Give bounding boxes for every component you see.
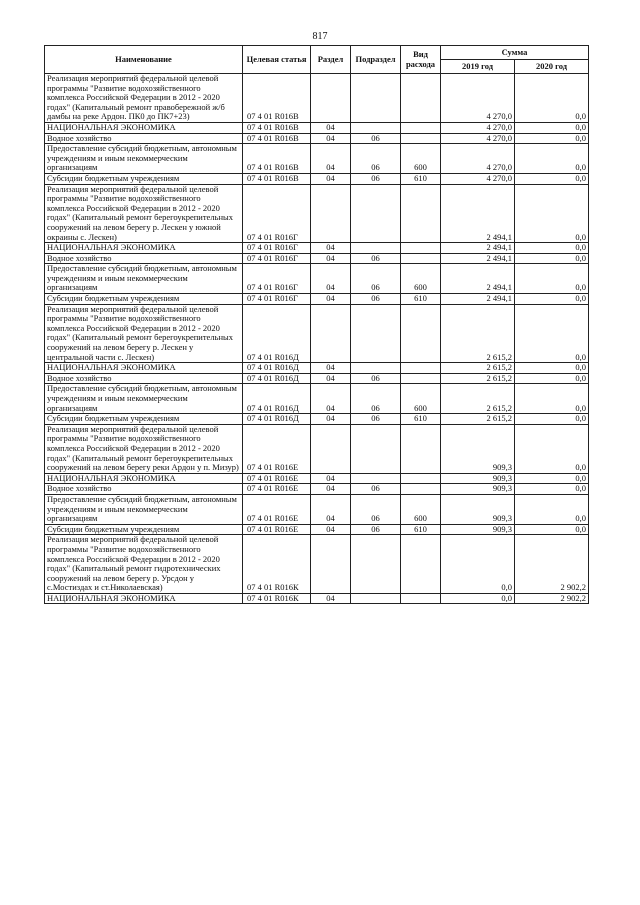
row-sum-2019: 4 270,0 (441, 122, 515, 133)
row-sum-2019: 4 270,0 (441, 173, 515, 184)
row-target-code: 07 4 01 R016Е (243, 424, 311, 473)
header-row (45, 46, 589, 60)
row-subsection: 06 (351, 494, 401, 524)
row-section (311, 535, 351, 594)
table-row (45, 524, 589, 535)
row-subsection: 06 (351, 414, 401, 425)
row-target-code: 07 4 01 R016Д (243, 304, 311, 363)
row-sum-2019: 2 494,1 (441, 294, 515, 305)
row-section: 04 (311, 294, 351, 305)
header-expense: Вид расхода (401, 46, 441, 74)
row-subsection: 06 (351, 173, 401, 184)
table-row (45, 264, 589, 294)
row-subsection (351, 535, 401, 594)
row-name: НАЦИОНАЛЬНАЯ ЭКОНОМИКА (45, 363, 243, 374)
row-name: Реализация мероприятий федеральной целевой программы "Развитие водохозяйственного комплекса Российской Федерации в 2012 - 2020 годах" (Капитальный ремонт берегоукрепительных сооружений на левом берегу реки Ардон у п. Мизур) (45, 424, 243, 473)
row-expense (401, 593, 441, 604)
row-target-code: 07 4 01 R016В (243, 144, 311, 174)
row-sum-2020: 0,0 (515, 363, 589, 374)
row-sum-2019: 2 494,1 (441, 253, 515, 264)
table-row (45, 133, 589, 144)
row-sum-2020: 0,0 (515, 384, 589, 414)
table-row (45, 243, 589, 254)
row-name: НАЦИОНАЛЬНАЯ ЭКОНОМИКА (45, 122, 243, 133)
row-sum-2019: 2 615,2 (441, 384, 515, 414)
row-name: Водное хозяйство (45, 484, 243, 495)
row-section: 04 (311, 363, 351, 374)
row-subsection (351, 593, 401, 604)
row-sum-2020: 0,0 (515, 173, 589, 184)
row-sum-2019: 909,3 (441, 494, 515, 524)
row-name: Субсидии бюджетным учреждениям (45, 294, 243, 305)
row-expense (401, 253, 441, 264)
row-name: Предоставление субсидий бюджетным, автономным учреждениям и иным некоммерческим организациям (45, 384, 243, 414)
row-expense (401, 373, 441, 384)
row-target-code: 07 4 01 R016Д (243, 414, 311, 425)
row-section: 04 (311, 173, 351, 184)
row-target-code: 07 4 01 R016Д (243, 373, 311, 384)
row-sum-2020: 0,0 (515, 304, 589, 363)
row-target-code: 07 4 01 R016Е (243, 473, 311, 484)
row-section: 04 (311, 384, 351, 414)
row-name: НАЦИОНАЛЬНАЯ ЭКОНОМИКА (45, 593, 243, 604)
table-row (45, 593, 589, 604)
row-name: Водное хозяйство (45, 133, 243, 144)
table-row (45, 253, 589, 264)
row-expense: 600 (401, 384, 441, 414)
table-row (45, 535, 589, 594)
row-sum-2019: 909,3 (441, 524, 515, 535)
header-subsection: Подраздел (351, 46, 401, 74)
row-expense (401, 122, 441, 133)
row-section (311, 184, 351, 243)
row-subsection: 06 (351, 373, 401, 384)
row-sum-2019: 2 615,2 (441, 304, 515, 363)
table-row (45, 144, 589, 174)
row-sum-2020: 0,0 (515, 484, 589, 495)
row-sum-2020: 0,0 (515, 414, 589, 425)
row-section: 04 (311, 122, 351, 133)
row-target-code: 07 4 01 R016Г (243, 264, 311, 294)
table-row (45, 184, 589, 243)
row-section: 04 (311, 253, 351, 264)
table-row (45, 363, 589, 374)
table-row (45, 122, 589, 133)
row-expense: 610 (401, 173, 441, 184)
row-name: Водное хозяйство (45, 253, 243, 264)
row-section: 04 (311, 494, 351, 524)
row-expense: 610 (401, 524, 441, 535)
row-sum-2019: 0,0 (441, 535, 515, 594)
row-sum-2019: 2 615,2 (441, 414, 515, 425)
row-target-code: 07 4 01 R016В (243, 74, 311, 123)
table-row (45, 494, 589, 524)
row-sum-2019: 4 270,0 (441, 133, 515, 144)
row-sum-2020: 0,0 (515, 294, 589, 305)
row-sum-2020: 0,0 (515, 74, 589, 123)
row-sum-2020: 0,0 (515, 494, 589, 524)
table-row (45, 424, 589, 473)
row-sum-2020: 0,0 (515, 133, 589, 144)
table-row (45, 384, 589, 414)
row-sum-2020: 0,0 (515, 253, 589, 264)
row-name: Предоставление субсидий бюджетным, автономным учреждениям и иным некоммерческим организациям (45, 494, 243, 524)
row-subsection: 06 (351, 133, 401, 144)
row-expense (401, 243, 441, 254)
row-target-code: 07 4 01 R016Г (243, 243, 311, 254)
row-name: Субсидии бюджетным учреждениям (45, 414, 243, 425)
row-target-code: 07 4 01 R016Г (243, 184, 311, 243)
row-target-code: 07 4 01 R016Д (243, 363, 311, 374)
row-section: 04 (311, 133, 351, 144)
table-row (45, 173, 589, 184)
row-section: 04 (311, 473, 351, 484)
row-subsection (351, 243, 401, 254)
page-number: 817 (312, 31, 328, 42)
row-subsection (351, 424, 401, 473)
header-year-2020: 2020 год (515, 60, 589, 74)
row-subsection: 06 (351, 253, 401, 264)
row-subsection: 06 (351, 294, 401, 305)
row-name: Водное хозяйство (45, 373, 243, 384)
row-sum-2020: 0,0 (515, 264, 589, 294)
row-section: 04 (311, 484, 351, 495)
row-target-code: 07 4 01 R016Е (243, 524, 311, 535)
table-row (45, 373, 589, 384)
row-name: Реализация мероприятий федеральной целевой программы "Развитие водохозяйственного комплекса Российской Федерации в 2012 - 2020 годах" (Капитальный ремонт берегоукрепительных сооружений на левом берегу р. Лескен у центральной части с. Лескен) (45, 304, 243, 363)
row-expense: 610 (401, 414, 441, 425)
header-name: Наименование (45, 46, 243, 74)
row-subsection: 06 (351, 524, 401, 535)
row-expense (401, 74, 441, 123)
row-target-code: 07 4 01 R016Е (243, 494, 311, 524)
row-name: Субсидии бюджетным учреждениям (45, 524, 243, 535)
row-expense (401, 184, 441, 243)
row-sum-2019: 2 494,1 (441, 243, 515, 254)
row-sum-2019: 4 270,0 (441, 144, 515, 174)
row-target-code: 07 4 01 R016Д (243, 384, 311, 414)
row-sum-2020: 0,0 (515, 424, 589, 473)
row-expense (401, 304, 441, 363)
row-subsection (351, 304, 401, 363)
row-sum-2019: 2 494,1 (441, 264, 515, 294)
row-sum-2019: 909,3 (441, 473, 515, 484)
row-target-code: 07 4 01 R016В (243, 133, 311, 144)
row-expense: 600 (401, 144, 441, 174)
header-year-2019: 2019 год (441, 60, 515, 74)
row-sum-2020: 2 902,2 (515, 535, 589, 594)
row-target-code: 07 4 01 R016К (243, 593, 311, 604)
header-section: Раздел (311, 46, 351, 74)
row-subsection: 06 (351, 144, 401, 174)
row-expense: 600 (401, 264, 441, 294)
row-target-code: 07 4 01 R016К (243, 535, 311, 594)
row-sum-2020: 0,0 (515, 122, 589, 133)
row-sum-2019: 2 494,1 (441, 184, 515, 243)
row-subsection (351, 473, 401, 484)
row-sum-2020: 0,0 (515, 184, 589, 243)
row-expense (401, 424, 441, 473)
table-row (45, 294, 589, 305)
row-sum-2019: 2 615,2 (441, 373, 515, 384)
row-section: 04 (311, 593, 351, 604)
row-sum-2020: 0,0 (515, 373, 589, 384)
row-name: Реализация мероприятий федеральной целевой программы "Развитие водохозяйственного комплекса Российской Федерации в 2012 - 2020 годах" (Капитальный ремонт берегоукрепительных сооружений на левом берегу р. Лескен у южной окраины с. Лескен) (45, 184, 243, 243)
row-section: 04 (311, 414, 351, 425)
row-subsection (351, 363, 401, 374)
row-sum-2020: 0,0 (515, 243, 589, 254)
row-section: 04 (311, 243, 351, 254)
row-expense (401, 484, 441, 495)
row-section: 04 (311, 373, 351, 384)
row-name: Предоставление субсидий бюджетным, автономным учреждениям и иным некоммерческим организациям (45, 144, 243, 174)
row-section: 04 (311, 524, 351, 535)
table-row (45, 304, 589, 363)
row-subsection (351, 122, 401, 133)
row-target-code: 07 4 01 R016Г (243, 253, 311, 264)
header-sum: Сумма (441, 46, 589, 60)
row-target-code: 07 4 01 R016В (243, 173, 311, 184)
row-target-code: 07 4 01 R016В (243, 122, 311, 133)
table-row (45, 74, 589, 123)
table-body (45, 74, 589, 604)
row-section (311, 424, 351, 473)
row-name: Реализация мероприятий федеральной целевой программы "Развитие водохозяйственного комплекса Российской Федерации в 2012 - 2020 годах" (Капитальный ремонт правобережной ж/б дамбы на реке Ардон. ПК0 до ПК7+23) (45, 74, 243, 123)
table-row (45, 484, 589, 495)
row-section (311, 304, 351, 363)
row-subsection (351, 74, 401, 123)
header-target: Целевая статья (243, 46, 311, 74)
row-name: Реализация мероприятий федеральной целевой программы "Развитие водохозяйственного комплекса Российской Федерации в 2012 - 2020 годах" (Капитальный ремонт гидротехнических сооружений на левом берегу р. Урсдон у с.Мостиздах и ст.Николаевская) (45, 535, 243, 594)
row-subsection (351, 184, 401, 243)
row-sum-2020: 0,0 (515, 473, 589, 484)
row-sum-2019: 2 615,2 (441, 363, 515, 374)
row-name: Предоставление субсидий бюджетным, автономным учреждениям и иным некоммерческим организациям (45, 264, 243, 294)
row-name: НАЦИОНАЛЬНАЯ ЭКОНОМИКА (45, 243, 243, 254)
row-target-code: 07 4 01 R016Е (243, 484, 311, 495)
row-expense: 610 (401, 294, 441, 305)
row-sum-2019: 0,0 (441, 593, 515, 604)
row-section: 04 (311, 264, 351, 294)
row-section: 04 (311, 144, 351, 174)
row-sum-2019: 4 270,0 (441, 74, 515, 123)
row-subsection: 06 (351, 264, 401, 294)
row-subsection: 06 (351, 384, 401, 414)
table-row (45, 473, 589, 484)
row-expense (401, 473, 441, 484)
budget-table (44, 45, 589, 604)
row-sum-2019: 909,3 (441, 424, 515, 473)
row-target-code: 07 4 01 R016Г (243, 294, 311, 305)
row-section (311, 74, 351, 123)
row-name: Субсидии бюджетным учреждениям (45, 173, 243, 184)
row-expense: 600 (401, 494, 441, 524)
row-subsection: 06 (351, 484, 401, 495)
row-expense (401, 363, 441, 374)
row-expense (401, 535, 441, 594)
table-row (45, 414, 589, 425)
row-sum-2020: 0,0 (515, 144, 589, 174)
row-name: НАЦИОНАЛЬНАЯ ЭКОНОМИКА (45, 473, 243, 484)
row-sum-2019: 909,3 (441, 484, 515, 495)
row-sum-2020: 0,0 (515, 524, 589, 535)
row-expense (401, 133, 441, 144)
row-sum-2020: 2 902,2 (515, 593, 589, 604)
